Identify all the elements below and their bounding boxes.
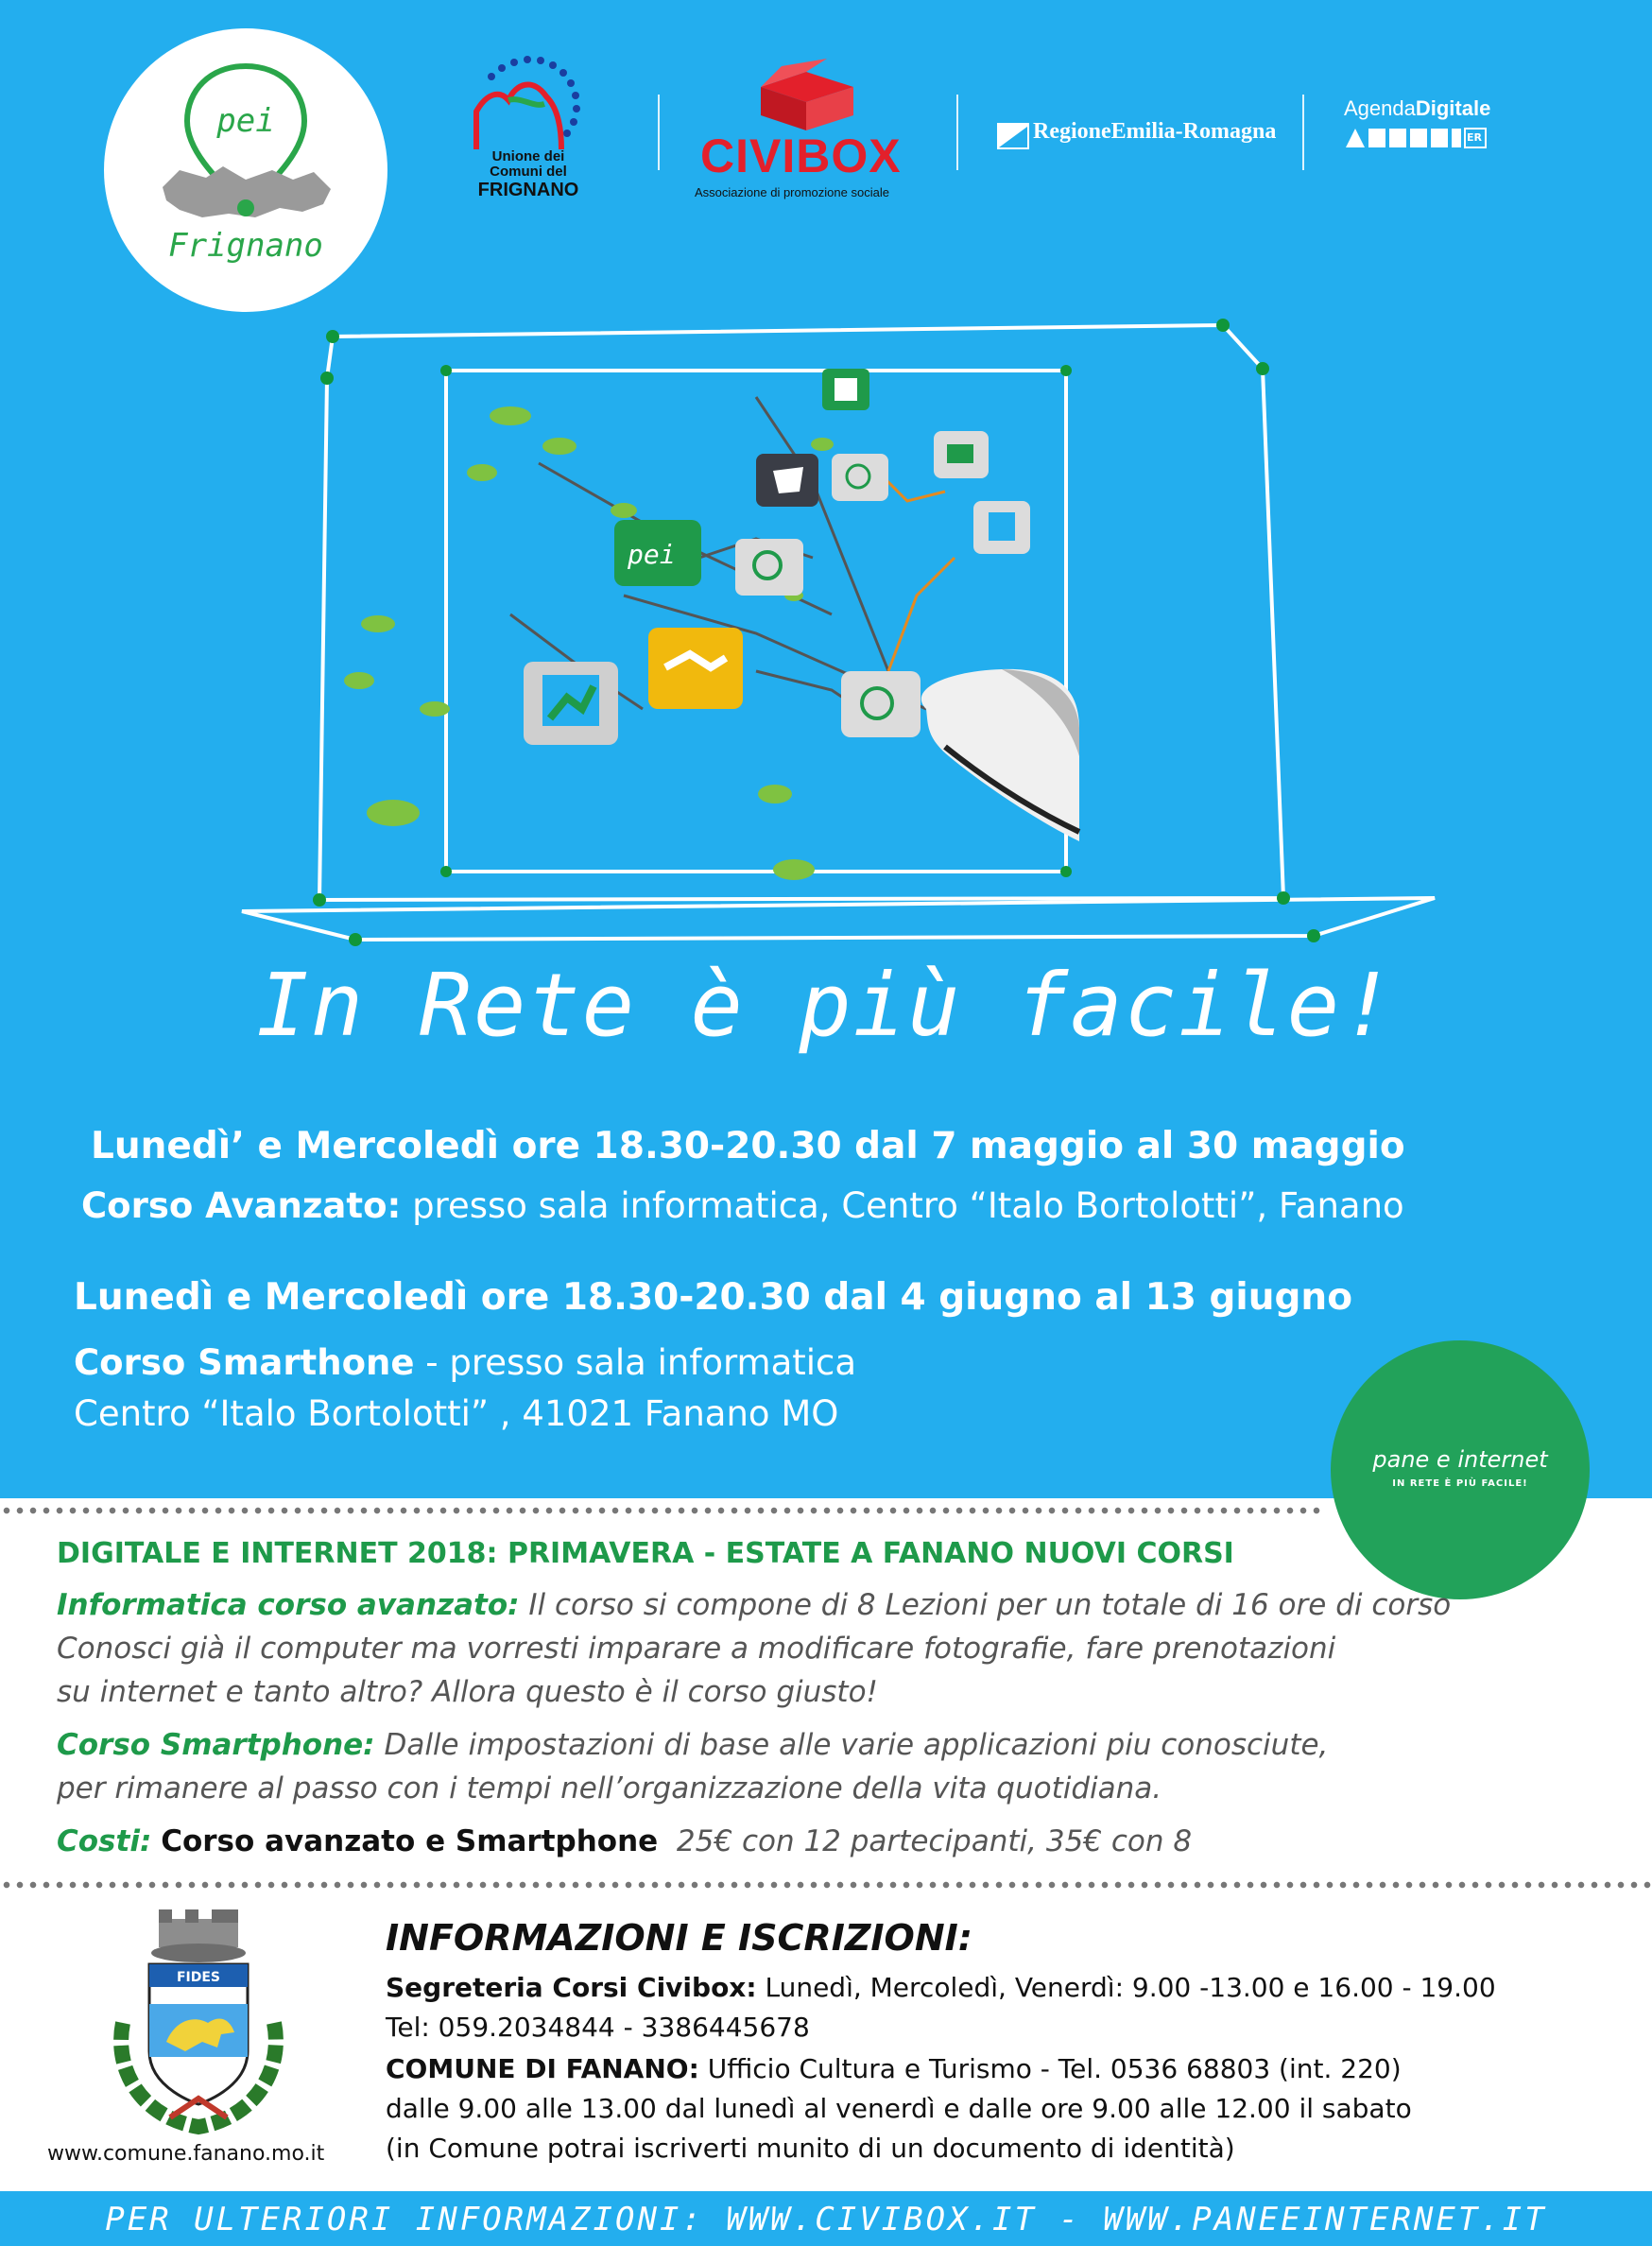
smartphone-text-1: Dalle impostazioni di base alle varie applicazioni piu conosciute, (384, 1728, 1329, 1762)
pei-logo-word: pei (216, 102, 275, 140)
informatica-description-2: Conosci già il computer ma vorresti imparare a modificare fotografie, fare prenotazioni (57, 1632, 1336, 1666)
civibox-name: CIVIBOX (700, 130, 902, 182)
fanano-crest-icon (104, 1909, 293, 2136)
map-pin-icon (104, 28, 387, 312)
civibox-tagline: Associazione di promozione sociale (695, 185, 889, 199)
mountain-stars-icon (467, 55, 590, 149)
pane-e-internet-badge (1331, 1340, 1590, 1599)
schedule-1-location (81, 1185, 1404, 1226)
regione-logo (997, 119, 1281, 153)
info-title: INFORMAZIONI E ISCRIZIONI: (386, 1917, 972, 1959)
badge-title: pane e internet (1372, 1446, 1548, 1473)
agenda-digitale-logo (1344, 96, 1533, 153)
footer-text: PER ULTERIORI INFORMAZIONI: WWW.CIVIBOX.IT - WWW.PANEEINTERNET.IT (105, 2201, 1547, 2238)
schedule-2-course: Corso Smarthone (74, 1342, 415, 1383)
agenda-bars-icon (1346, 127, 1535, 149)
details-heading: DIGITALE E INTERNET 2018: PRIMAVERA - ESTATE A FANANO NUOVI CORSI (57, 1537, 1234, 1570)
smartphone-description-2: per rimanere al passo con i tempi nell’organizzazione della vita quotidiana. (57, 1771, 1162, 1805)
smartphone-description-1 (57, 1728, 1328, 1762)
unione-line-2: Comuni del (490, 164, 567, 180)
agenda-prefix: Agenda (1344, 96, 1416, 120)
frignano-logo-word: Frignano (168, 227, 323, 265)
smartphone-label: Corso Smartphone: (57, 1728, 375, 1762)
info-line-4: dalle 9.00 alle 13.00 dal lunedì al venerdì e dalle ore 9.00 alle 12.00 il sabato (386, 2093, 1412, 2124)
info-line-2: Tel: 059.2034844 - 3386445678 (386, 2012, 810, 2043)
schedule-1-course: Corso Avanzato: (81, 1185, 402, 1226)
dotted-divider-full (0, 1879, 1652, 1891)
logo-divider (1302, 95, 1304, 170)
info-line-1 (386, 1972, 1496, 2003)
badge-subtitle: IN RETE È PIÙ FACILE! (1392, 1478, 1528, 1489)
info-line-3-text: Ufficio Cultura e Turismo - Tel. 0536 68803 (int. 220) (707, 2053, 1402, 2084)
crest-motto: FIDES (176, 1970, 221, 1985)
unione-line-3: FRIGNANO (477, 180, 579, 200)
costs-course: Corso avanzato e Smartphone (161, 1824, 659, 1858)
info-line-1-text: Lunedì, Mercoledì, Venerdì: 9.00 -13.00 e 16.00 - 19.00 (765, 1972, 1496, 2003)
logo-divider (956, 95, 958, 170)
agenda-bold: Digitale (1415, 96, 1491, 120)
info-line-3 (386, 2053, 1402, 2084)
costs-line (57, 1824, 1192, 1858)
regione-name: RegioneEmilia-Romagna (1033, 119, 1277, 144)
schedule-2-address: Centro “Italo Bortolotti” , 41021 Fanano MO (74, 1393, 839, 1434)
informatica-label: Informatica corso avanzato: (57, 1588, 520, 1622)
footer-bar (0, 2191, 1652, 2246)
civibox-logo (695, 59, 921, 210)
pei-frignano-logo (104, 28, 387, 312)
agenda-digitale-title (1344, 96, 1533, 121)
headline: In Rete è più facile! (256, 955, 1396, 1056)
pei-app-label: pei (628, 539, 676, 570)
unione-line-1: Unione dei (491, 148, 565, 164)
schedule-2-location (74, 1342, 856, 1383)
agenda-er: ER (1467, 131, 1482, 144)
regione-flag-icon (997, 123, 1029, 149)
schedule-2-date: Lunedì e Mercoledì ore 18.30-20.30 dal 4 giugno al 13 giugno (74, 1276, 1352, 1319)
informatica-description-3: su internet e tanto altro? Allora questo è il corso giusto! (57, 1675, 878, 1709)
informatica-text-1: Il corso si compone di 8 Lezioni per un totale di 16 ore di corso (528, 1588, 1452, 1622)
schedule-1-place: presso sala informatica, Centro “Italo Bortolotti”, Fanano (412, 1185, 1404, 1226)
unione-frignano-logo (467, 55, 590, 206)
info-line-3-label: COMUNE DI FANANO: (386, 2053, 699, 2084)
laptop-illustration (227, 312, 1437, 955)
box-icon (695, 59, 921, 130)
informatica-description-1 (57, 1588, 1451, 1622)
info-line-1-label: Segreteria Corsi Civibox: (386, 1972, 757, 2003)
costs-label: Costi: (57, 1824, 152, 1858)
schedule-1-date: Lunedì’ e Mercoledì ore 18.30-20.30 dal 7 maggio al 30 maggio (91, 1125, 1405, 1167)
website-link[interactable]: www.comune.fanano.mo.it (47, 2142, 325, 2166)
dotted-divider (0, 1505, 1323, 1516)
info-line-5: (in Comune potrai iscriverti munito di un documento di identità) (386, 2133, 1235, 2164)
costs-text: 25€ con 12 partecipanti, 35€ con 8 (676, 1824, 1193, 1858)
schedule-2-place: - presso sala informatica (425, 1342, 857, 1383)
logo-divider (658, 95, 660, 170)
